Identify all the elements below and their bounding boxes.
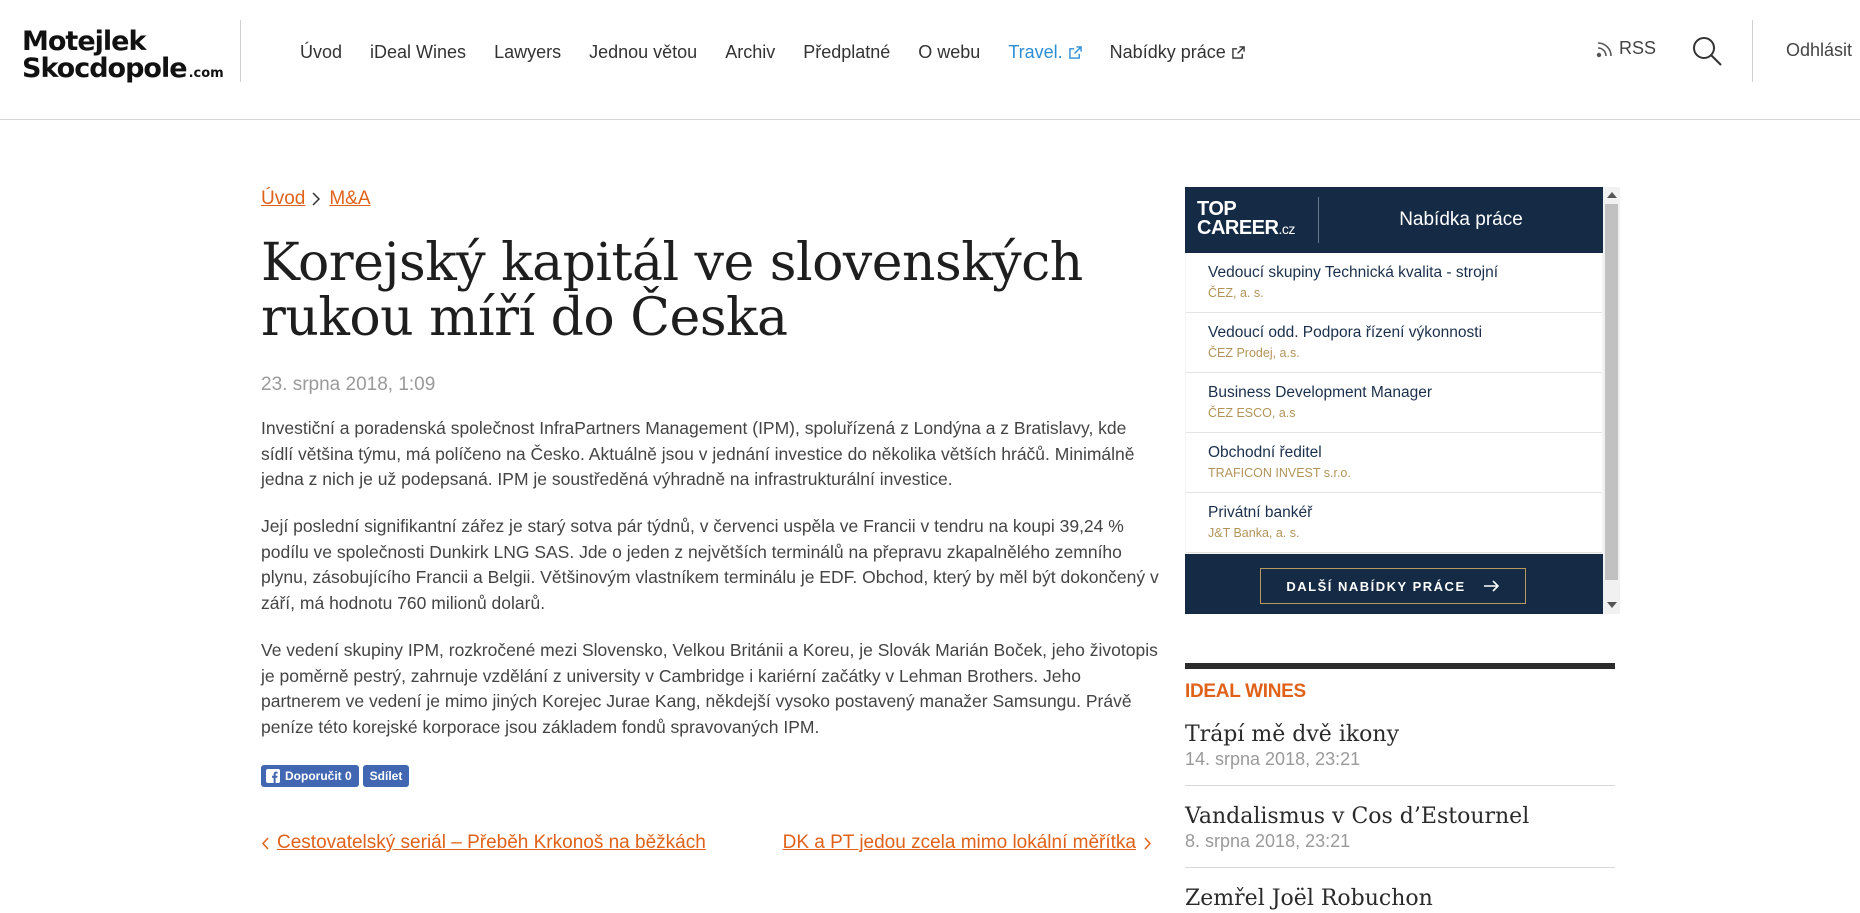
article-paragraph: Její poslední signifikantní zářez je starý sotva pár týdnů, v červenci uspěla ve Francii v tendru na koupi 39,24 % podílu ve společnosti Dunkirk LNG SAS. Jde o jeden z největších terminálů na přepravu zkapalnělého zemního plynu, zásobujícího Francii a Belgii. Většinovým vlastníkem terminálu je EDF. Obchod, který by měl být dokončený v září, má hodnotu 760 milionů dolarů. <box>261 516 1159 613</box>
job-title: Vedoucí odd. Podpora řízení výkonnosti <box>1208 324 1483 341</box>
job-company: J&T Banka, a. s. <box>1208 526 1300 540</box>
rss-link[interactable] <box>1595 38 1656 59</box>
topcareer-logo-line2: CAREER.cz <box>1197 217 1295 239</box>
ideal-wines-heading[interactable]: IDEAL WINES <box>1185 681 1306 702</box>
social-buttons <box>261 765 409 787</box>
nav-jobs-label: Nabídky práce <box>1109 41 1226 62</box>
next-article-link[interactable] <box>783 832 1152 854</box>
job-company: ČEZ, a. s. <box>1208 286 1264 300</box>
ideal-wines-item-date: 8. srpna 2018, 23:21 <box>1185 831 1351 851</box>
job-list <box>1186 253 1602 553</box>
job-item[interactable] <box>1186 313 1602 373</box>
nav-item-jednou-vetou[interactable]: Jednou větou <box>589 41 698 62</box>
job-item[interactable] <box>1186 433 1602 493</box>
facebook-share-button[interactable]: Sdílet <box>363 765 410 787</box>
breadcrumb-home[interactable]: Úvod <box>261 188 306 209</box>
job-widget-header <box>1185 187 1603 253</box>
chevron-right-icon <box>1143 837 1152 850</box>
main-nav <box>300 40 1273 64</box>
nav-item-archiv[interactable]: Archiv <box>725 41 776 62</box>
site-logo[interactable] <box>22 28 222 87</box>
logo-line1: Motejlek <box>22 26 146 57</box>
job-widget-title: Nabídka práce <box>1399 209 1523 230</box>
nav-item-o-webu[interactable]: O webu <box>918 41 981 62</box>
scroll-down-arrow-icon[interactable] <box>1607 602 1617 608</box>
arrow-right-icon <box>1484 580 1500 592</box>
ideal-wines-item-date: 14. srpna 2018, 23:21 <box>1185 749 1361 769</box>
ideal-wines-item-title: Trápí mě dvě ikony <box>1185 722 1400 747</box>
nav-item-ideal-wines[interactable]: iDeal Wines <box>370 41 467 62</box>
nav-item-uvod[interactable]: Úvod <box>300 41 343 62</box>
job-item[interactable] <box>1186 373 1602 433</box>
breadcrumb-section[interactable]: M&A <box>329 188 371 209</box>
article-date: 23. srpna 2018, 1:09 <box>261 374 436 395</box>
ideal-wines-separator <box>1185 867 1615 868</box>
job-title: Business Development Manager <box>1208 384 1433 401</box>
external-link-icon <box>1232 46 1245 59</box>
header-divider <box>1752 20 1753 82</box>
nav-item-lawyers[interactable]: Lawyers <box>494 41 562 62</box>
external-link-icon <box>1069 46 1082 59</box>
search-icon <box>1691 35 1723 67</box>
nav-item-predplatne[interactable]: Předplatné <box>803 41 891 62</box>
job-item[interactable] <box>1186 253 1602 313</box>
search-button[interactable] <box>1691 35 1723 67</box>
logo-domain: .com <box>188 66 224 81</box>
job-company: ČEZ Prodej, a.s. <box>1208 346 1300 360</box>
logo-line2: Skocdopole .com <box>22 53 224 84</box>
article-paragraph: Ve vedení skupiny IPM, rozkročené mezi Slovensko, Velkou Británii a Koreu, je Slovák Marián Boček, jeho životopis je poměrně pestrý, zahrnuje vzdělání z university v Cambridge i kariérní začátky v Lehman Brothers. Jeho partnerem ve vedení je mimo jiných Korejec Jurae Kang, někdejší vysoko postavený manažer Samsungu. Právě peníze této korejské korporace jsou základem fondů spravovaných IPM. <box>261 640 1158 737</box>
job-item[interactable] <box>1186 493 1602 553</box>
scrollbar-thumb[interactable] <box>1605 204 1618 580</box>
job-company: ČEZ ESCO, a.s <box>1208 406 1296 420</box>
more-jobs-label: DALŠÍ NABÍDKY PRÁCE <box>1286 578 1466 594</box>
site-header <box>0 0 1860 120</box>
ideal-wines-separator <box>1185 785 1615 786</box>
facebook-icon <box>266 769 280 783</box>
job-widget-footer <box>1185 554 1603 614</box>
scroll-up-arrow-icon[interactable] <box>1607 192 1617 198</box>
ideal-wines-item-title: Vandalismus v Cos d’Estournel <box>1185 804 1530 829</box>
job-title: Obchodní ředitel <box>1208 444 1322 461</box>
prev-article-title: Cestovatelský seriál – Přeběh Krkonoš na běžkách <box>277 832 706 853</box>
nav-travel-label: Travel. <box>1008 41 1063 62</box>
prev-article-link[interactable] <box>261 832 706 854</box>
rss-label: RSS <box>1619 38 1657 58</box>
ideal-wines-item[interactable] <box>1185 721 1615 769</box>
job-widget <box>1185 187 1620 614</box>
article-paragraph: Investiční a poradenská společnost InfraPartners Management (IPM), spoluřízená z Londýna a z Bratislavy, kde sídlí většina týmu, má políčeno na Česko. Aktuálně jsou v jednání investice do několika větších hráčů. Minimálně jedna z nich je už podepsaná. IPM je soustředěná výhradně na infrastrukturální investice. <box>261 418 1135 489</box>
topcareer-logo-suffix: .cz <box>1278 221 1295 237</box>
header-divider <box>240 20 241 82</box>
ideal-wines-item-title: Zemřel Joël Robuchon <box>1185 886 1433 911</box>
ideal-wines-rule <box>1185 663 1615 669</box>
breadcrumb <box>261 188 371 210</box>
facebook-recommend-button[interactable] <box>261 765 359 787</box>
job-company: TRAFICON INVEST s.r.o. <box>1208 466 1351 480</box>
next-article-title: DK a PT jedou zcela mimo lokální měřítka <box>782 832 1136 853</box>
nav-item-nabidky-prace[interactable] <box>1110 42 1245 63</box>
nav-item-travel[interactable] <box>1008 42 1081 63</box>
more-jobs-button[interactable] <box>1260 568 1526 604</box>
topcareer-logo[interactable] <box>1197 200 1295 239</box>
rss-icon <box>1595 39 1615 59</box>
recommend-label: Doporučit 0 <box>285 769 352 783</box>
ideal-wines-item[interactable] <box>1185 803 1615 851</box>
article-title: Korejský kapitál ve slovenských rukou míří do Česka <box>261 233 1083 348</box>
chevron-left-icon <box>261 837 270 850</box>
logout-link[interactable]: Odhlásit <box>1786 40 1853 60</box>
job-title: Privátní bankéř <box>1208 504 1313 521</box>
chevron-right-icon <box>311 192 321 206</box>
topcareer-logo-line1: TOP <box>1197 198 1237 220</box>
job-widget-scrollbar[interactable] <box>1603 187 1620 614</box>
job-title: Vedoucí skupiny Technická kvalita - strojní <box>1208 264 1499 281</box>
